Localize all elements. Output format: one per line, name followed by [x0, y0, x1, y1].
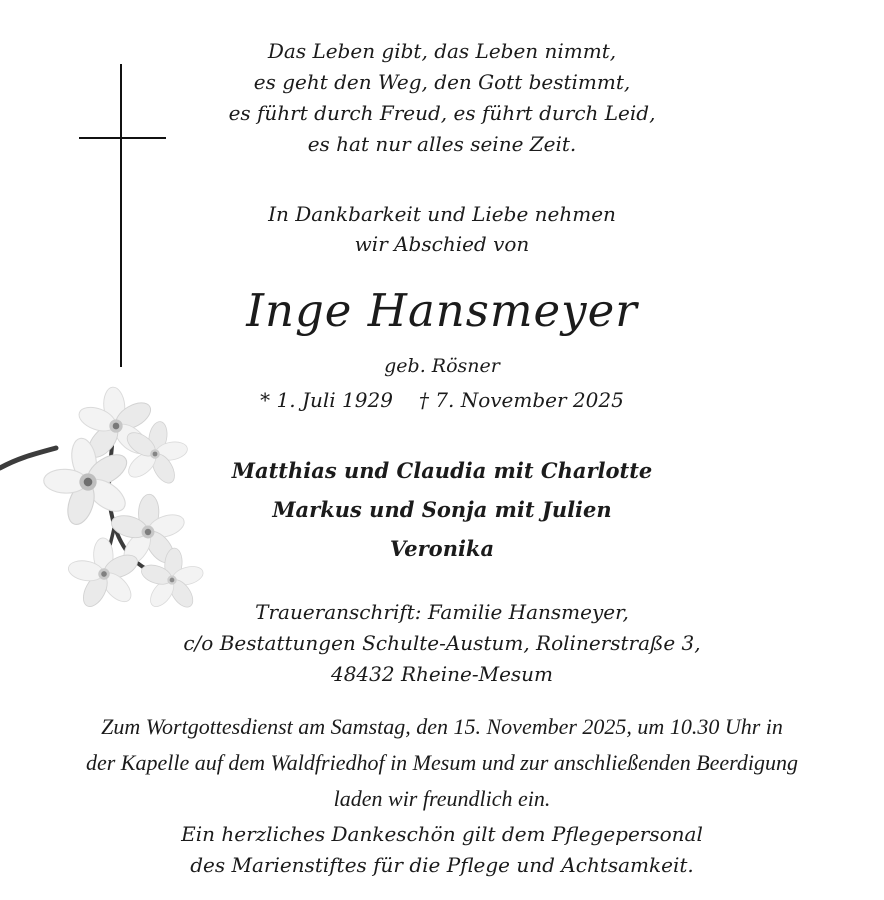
- death-date: † 7. November 2025: [418, 388, 624, 412]
- thanks-line: des Marienstiftes für die Pflege und Achtsamkeit.: [190, 853, 694, 877]
- maiden-name: geb. Rösner: [384, 355, 500, 377]
- service-line: Zum Wortgottesdienst am Samstag, den 15. November 2025, um 10.30 Uhr in: [101, 714, 783, 739]
- service-line: laden wir freundlich ein.: [333, 786, 551, 811]
- poem-line: es hat nur alles seine Zeit.: [307, 132, 577, 156]
- poem-line: es führt durch Freud, es führt durch Leid,: [228, 101, 656, 125]
- service-announcement: [0, 709, 884, 817]
- mourner-line: Markus und Sonja mit Julien: [272, 497, 612, 522]
- mourner-line: Veronika: [389, 536, 495, 561]
- life-dates: [0, 387, 884, 413]
- opening-poem: [0, 36, 884, 160]
- poem-line: es geht den Weg, den Gott bestimmt,: [253, 70, 631, 94]
- intro-line: In Dankbarkeit und Liebe nehmen: [268, 202, 616, 226]
- birth-date: * 1. Juli 1929: [260, 388, 393, 412]
- deceased-name: Inge Hansmeyer: [246, 284, 638, 337]
- address-line: Traueranschrift: Familie Hansmeyer,: [255, 600, 629, 624]
- poem-line: Das Leben gibt, das Leben nimmt,: [267, 39, 617, 63]
- condolence-address: [0, 597, 884, 690]
- thanks-paragraph: [0, 819, 884, 881]
- service-line: der Kapelle auf dem Waldfriedhof in Mesum und zur anschließenden Beerdigung: [85, 750, 799, 775]
- farewell-intro: [0, 199, 884, 259]
- address-line: 48432 Rheine-Mesum: [330, 662, 554, 686]
- address-line: c/o Bestattungen Schulte-Austum, Rolinerstraße 3,: [183, 631, 701, 655]
- intro-line: wir Abschied von: [354, 232, 530, 256]
- mourner-line: Matthias und Claudia mit Charlotte: [231, 458, 653, 483]
- mourners-list: [0, 451, 884, 568]
- thanks-line: Ein herzliches Dankeschön gilt dem Pflegepersonal: [181, 822, 703, 846]
